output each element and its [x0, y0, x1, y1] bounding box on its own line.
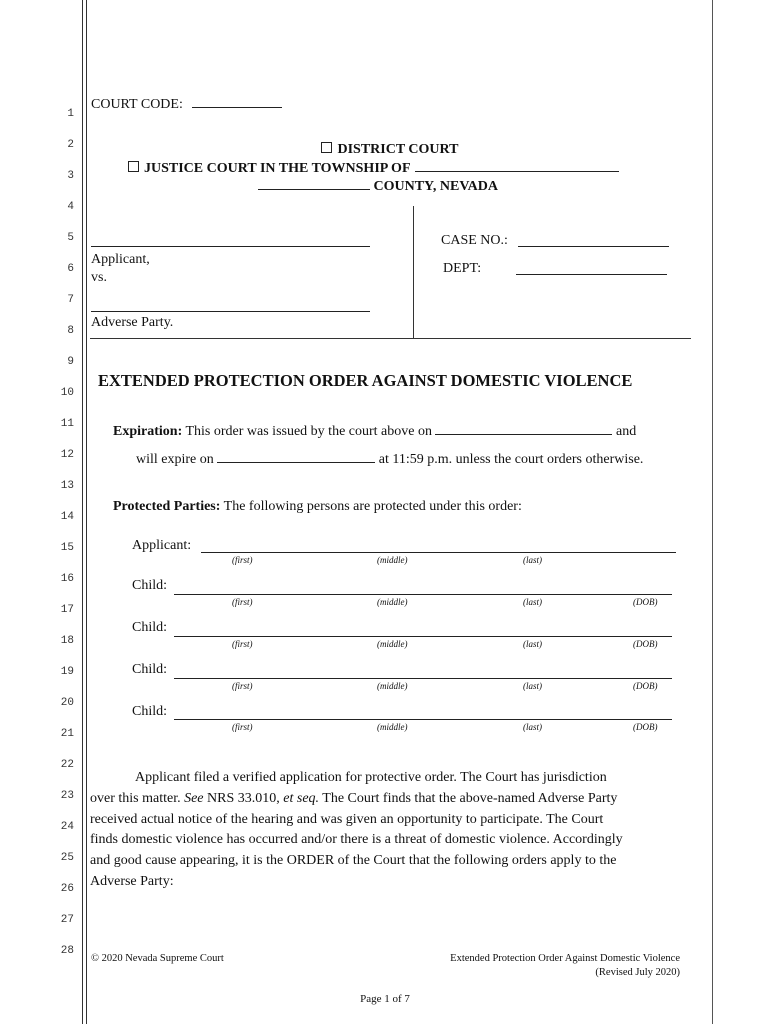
case-no-label: CASE NO.: — [441, 233, 508, 248]
will-expire-text: will expire on — [136, 452, 214, 467]
middle-caption: (middle) — [377, 555, 408, 565]
caption-applicant: Applicant, — [91, 252, 150, 267]
child-2-label: Child: — [132, 620, 168, 635]
county-field[interactable] — [258, 177, 370, 190]
protected-applicant-name-field[interactable] — [201, 552, 676, 553]
adverse-party-name-field[interactable] — [91, 311, 370, 312]
paragraph-fragment: over this matter. — [90, 790, 181, 806]
line-number: 23 — [60, 790, 74, 802]
line-number: 26 — [60, 883, 74, 895]
justice-court-label: JUSTICE COURT IN THE TOWNSHIP OF — [144, 161, 410, 176]
county-row — [258, 177, 498, 195]
see-signal: See — [184, 790, 204, 806]
justice-court-checkbox[interactable] — [128, 161, 139, 172]
first-caption: (first) — [232, 597, 253, 607]
line-number: 12 — [60, 449, 74, 461]
line-number: 7 — [67, 294, 74, 306]
expiration-text-2: at 11:59 p.m. unless the court orders otherwise. — [378, 452, 644, 467]
child-3-label: Child: — [132, 662, 168, 677]
line-number: 19 — [60, 666, 74, 678]
district-court-checkbox[interactable] — [321, 142, 332, 153]
case-no-field[interactable] — [518, 246, 669, 247]
middle-caption: (middle) — [377, 681, 408, 691]
line-number: 15 — [60, 542, 74, 554]
township-field[interactable] — [415, 159, 619, 172]
et-seq: et seq. — [283, 790, 320, 806]
protected-parties-text: The following persons are protected under this order: — [223, 499, 522, 514]
paragraph-line: finds domestic violence has occurred and/or there is a threat of domestic violence. Accordingly — [90, 832, 623, 848]
dob-caption: (DOB) — [633, 722, 658, 732]
page-number: Page 1 of 7 — [360, 993, 410, 1005]
line-number: 5 — [67, 232, 74, 244]
paragraph-line: and good cause appearing, it is the ORDER of the Court that the following orders apply to the — [90, 853, 617, 869]
issued-date-field[interactable] — [435, 422, 612, 435]
first-caption: (first) — [232, 555, 253, 565]
last-caption: (last) — [523, 681, 542, 691]
line-number: 2 — [67, 139, 74, 151]
dept-field[interactable] — [516, 274, 667, 275]
caption-divider — [413, 206, 414, 338]
line-number: 10 — [60, 387, 74, 399]
expire-date-field[interactable] — [217, 450, 375, 463]
court-code-row — [91, 95, 282, 113]
court-code-label: COURT CODE: — [91, 97, 183, 112]
paragraph-line: Adverse Party: — [90, 873, 174, 889]
first-caption: (first) — [232, 639, 253, 649]
middle-caption: (middle) — [377, 597, 408, 607]
line-number: 24 — [60, 821, 74, 833]
protected-parties-row — [113, 499, 522, 515]
expiration-label: Expiration: — [113, 424, 183, 439]
district-court-row — [0, 142, 770, 158]
line-number: 14 — [60, 511, 74, 523]
line-number: 25 — [60, 852, 74, 864]
last-caption: (last) — [523, 597, 542, 607]
caption-bottom-rule — [90, 338, 691, 339]
line-number: 9 — [67, 356, 74, 368]
line-number: 28 — [60, 945, 74, 957]
document-title: EXTENDED PROTECTION ORDER AGAINST DOMESTIC VIOLENCE — [98, 371, 633, 390]
child-1-name-field[interactable] — [174, 594, 672, 595]
statute-citation: NRS 33.010, — [207, 790, 280, 806]
dob-caption: (DOB) — [633, 681, 658, 691]
district-court-label: DISTRICT COURT — [337, 142, 459, 157]
justice-court-row — [128, 159, 619, 177]
child-4-name-field[interactable] — [174, 719, 672, 720]
line-number: 13 — [60, 480, 74, 492]
last-caption: (last) — [523, 639, 542, 649]
line-number: 27 — [60, 914, 74, 926]
expiration-text-1: This order was issued by the court above on — [185, 424, 432, 439]
paragraph-line: Applicant filed a verified application for protective order. The Court has jurisdiction — [135, 770, 607, 785]
line-number: 18 — [60, 635, 74, 647]
paragraph-fragment: The Court finds that the above-named Adverse Party — [322, 790, 618, 806]
expiration-and: and — [615, 424, 637, 439]
line-number: 16 — [60, 573, 74, 585]
line-number: 4 — [67, 201, 74, 213]
footer-form-title: Extended Protection Order Against Domestic Violence — [450, 953, 680, 964]
protected-parties-label: Protected Parties: — [113, 499, 221, 514]
child-3-name-field[interactable] — [174, 678, 672, 679]
first-caption: (first) — [232, 722, 253, 732]
last-caption: (last) — [523, 722, 542, 732]
line-number: 11 — [60, 418, 74, 430]
line-number: 21 — [60, 728, 74, 740]
expiration-line-1 — [113, 422, 636, 440]
footer-copyright: © 2020 Nevada Supreme Court — [91, 953, 224, 964]
child-4-label: Child: — [132, 704, 168, 719]
middle-caption: (middle) — [377, 722, 408, 732]
first-caption: (first) — [232, 681, 253, 691]
dob-caption: (DOB) — [633, 597, 658, 607]
paragraph-line: received actual notice of the hearing and was given an opportunity to participate. The Court — [90, 811, 604, 827]
line-number: 17 — [60, 604, 74, 616]
findings-paragraph — [90, 768, 680, 893]
child-2-name-field[interactable] — [174, 636, 672, 637]
line-number: 8 — [67, 325, 74, 337]
last-caption: (last) — [523, 555, 542, 565]
dept-label: DEPT: — [443, 261, 482, 276]
line-number: 6 — [67, 263, 74, 275]
child-1-label: Child: — [132, 578, 168, 593]
expiration-line-2 — [136, 450, 643, 468]
caption-vs: vs. — [91, 270, 107, 285]
line-number: 3 — [67, 170, 74, 182]
caption-adverse-party: Adverse Party. — [91, 315, 174, 330]
court-code-field[interactable] — [192, 95, 282, 108]
applicant-name-label: Applicant: — [132, 538, 192, 553]
line-number: 1 — [67, 108, 74, 120]
footer-revised: (Revised July 2020) — [595, 967, 680, 978]
applicant-name-field[interactable] — [91, 246, 370, 247]
dob-caption: (DOB) — [633, 639, 658, 649]
line-number: 20 — [60, 697, 74, 709]
line-number: 22 — [60, 759, 74, 771]
county-label: COUNTY, NEVADA — [373, 179, 498, 194]
middle-caption: (middle) — [377, 639, 408, 649]
paragraph-line — [90, 789, 680, 810]
